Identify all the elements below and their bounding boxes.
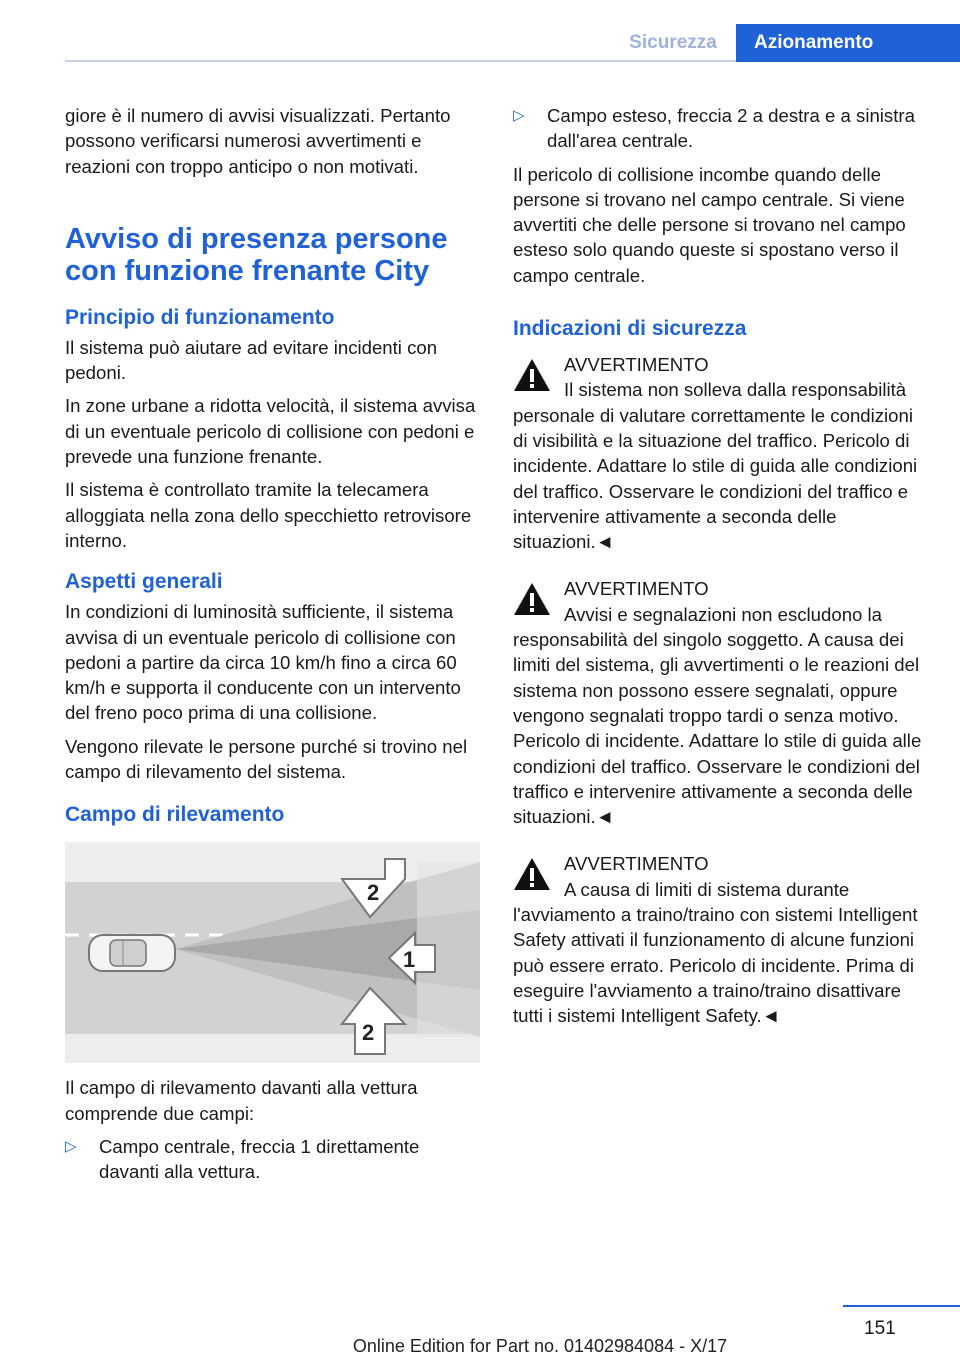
warning-title: AVVERTIMENTO: [564, 853, 709, 875]
svg-text:2: 2: [362, 1020, 375, 1046]
page-number: 151: [864, 1318, 896, 1339]
heading-principle: Principio di funzionamento: [65, 305, 335, 329]
paragraph: Il sistema è controllato tramite la telecamera alloggiata nella zona dello specchietto retrovisore interno.: [65, 479, 472, 551]
warning-triangle-icon: [513, 582, 551, 616]
paragraph: Il sistema può aiutare ad evitare incidenti con pedoni.: [65, 336, 438, 384]
warning-triangle-icon: [513, 358, 551, 392]
svg-text:1: 1: [403, 947, 416, 973]
warning-text: Il sistema non solleva dalla responsabilità personale di valutare correttamente le condizioni di visibilità e la situazione del traffico. Pericolo di incidente. Adattare lo stile di guida alle condizioni del traffico. Osservare le condizioni del traffico e intervenire attivamente a seconda delle situazioni.◄: [513, 379, 918, 553]
list-item-text: Campo esteso, freccia 2 a destra e a sinistra dall'area centrale.: [547, 105, 915, 152]
warning-block: [513, 851, 928, 1028]
triangle-right-outline-icon: ▷: [65, 1137, 77, 1155]
paragraph: Vengono rilevate le persone purché si trovino nel campo di rilevamento del sistema.: [65, 735, 468, 783]
warning-text: Avvisi e segnalazioni non escludono la responsabilità del singolo soggetto. A causa dei limiti del sistema, gli avvertimenti o le reazioni del sistema non possono essere segnalati, oppure vengono segnalati troppo tardi o senza motivo. Pericolo di incidente. Adattare lo stile di guida alle condizioni del traffico. Osservare le condizioni del traffico e intervenire attivamente a seconda delle situazioni.◄: [513, 603, 922, 828]
heading-general: Aspetti generali: [65, 570, 223, 594]
list-item-text: Campo centrale, freccia 1 direttamente davanti alla vettura.: [99, 1135, 420, 1183]
footer-edition-text: Online Edition for Part no. 01402984084 - X/17: [352, 1336, 728, 1356]
warning-block: [513, 352, 928, 554]
right-column: [513, 103, 928, 1029]
list-item: [65, 1134, 480, 1185]
paragraph: Il campo di rilevamento davanti alla vettura comprende due campi:: [65, 1077, 418, 1124]
warning-triangle-icon: [513, 857, 551, 891]
heading-safety: Indicazioni di sicurezza: [513, 317, 747, 341]
list-item: [513, 103, 928, 154]
warning-text: A causa di limiti di sistema durante l'avviamento a traino/traino con sistemi Intelligent Safety attivati il funzionamento di alcune funzioni può essere errato. Pericolo di incidente. Prima di eseguire l'avviamento a traino/traino disattivare tutti i sistemi Intelligent Safety.◄: [513, 878, 918, 1027]
detection-field-figure: [65, 842, 480, 1063]
warning-title: AVVERTIMENTO: [564, 354, 709, 376]
warning-title: AVVERTIMENTO: [564, 578, 709, 600]
paragraph: In condizioni di luminosità sufficiente, il sistema avvisa di un eventuale pericolo di collisione con pedoni a partire da circa 10 km/h fino a circa 60 km/h e supporta il conducente con un intervento del freno poco prima di una collisione.: [65, 601, 461, 724]
paragraph: In zone urbane a ridotta velocità, il sistema avvisa di un eventuale pericolo di collisione con pedoni e prevede una funzione frenante.: [65, 395, 476, 468]
left-column: [65, 103, 480, 1193]
svg-text:2: 2: [367, 880, 380, 906]
header-chapter-tab[interactable]: Azionamento: [736, 24, 960, 62]
paragraph: Il pericolo di collisione incombe quando delle persone si trovano nel campo centrale. Si viene avvertiti che delle persone si trovano nel campo esteso solo quando queste si spostano verso il campo centrale.: [513, 163, 906, 286]
footer-edition: [0, 1336, 960, 1357]
heading-field: Campo di rilevamento: [65, 803, 285, 827]
warning-block: [513, 576, 928, 829]
triangle-right-outline-icon: ▷: [513, 107, 525, 124]
header-section-tab[interactable]: Sicurezza: [629, 32, 717, 53]
car-icon: [89, 935, 175, 971]
intro-paragraph: giore è il numero di avvisi visualizzati. Pertanto possono verificarsi numerosi avvertimenti e reazioni con troppo anticipo o non motivati.: [65, 105, 451, 177]
main-heading: Avviso di presenza persone con funzione frenante City: [65, 222, 448, 287]
footer-rule: [843, 1305, 960, 1307]
